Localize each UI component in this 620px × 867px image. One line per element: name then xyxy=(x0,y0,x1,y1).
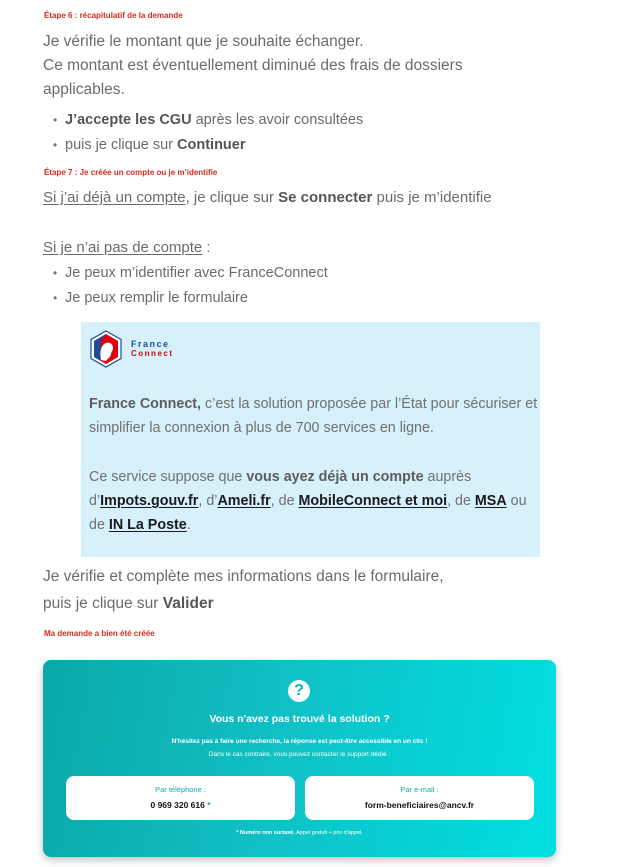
text: d’ xyxy=(89,493,101,509)
text: Ce service suppose que xyxy=(89,469,247,485)
text: , d’ xyxy=(198,493,218,509)
franceconnect-logo xyxy=(89,330,189,370)
text: , de xyxy=(447,493,475,509)
text: puis je clique sur xyxy=(43,595,163,612)
step7-bullets xyxy=(53,261,328,311)
no-account-line xyxy=(43,236,211,260)
phone-label: Par téléphone : xyxy=(155,785,206,794)
underlined-text: Si je n’ai pas de compte xyxy=(43,239,203,256)
text: après les avoir consultées xyxy=(191,112,364,128)
list-item xyxy=(53,133,363,158)
bold-text: * Numéro non surtaxé. xyxy=(236,830,295,836)
bold-text: France Connect, xyxy=(89,396,202,412)
text: c’est la solution proposée par l’État pour sécuriser et xyxy=(201,396,538,412)
phone-value xyxy=(66,800,295,810)
validate-line2 xyxy=(43,592,214,616)
text: de xyxy=(89,517,109,533)
brand-line1: France xyxy=(131,339,170,349)
step6-bullets xyxy=(53,108,363,158)
asterisk: * xyxy=(204,800,211,810)
email-label: Par e-mail : xyxy=(400,785,439,794)
fc-para1-line2: simplifier la connexion à plus de 700 services en ligne. xyxy=(89,420,434,436)
franceconnect-brand xyxy=(131,339,174,359)
step6-line2: Ce montant est éventuellement diminué des frais de dossiers xyxy=(43,57,463,74)
link-ameli[interactable]: Ameli.fr xyxy=(217,493,271,509)
list-item xyxy=(53,108,363,133)
text: ou xyxy=(506,493,527,509)
bold-text: J’accepte les CGU xyxy=(65,112,192,128)
help-subtitle-1: N'hésitez pas à faire une recherche, la réponse est peut-être accessible en un clic ! xyxy=(171,738,428,745)
fc-para2-line2 xyxy=(89,489,527,513)
help-title: Vous n'avez pas trouvé la solution ? xyxy=(209,713,390,725)
fc-para2-line1 xyxy=(89,465,471,489)
text: . xyxy=(186,517,191,533)
link-laposte[interactable]: IN La Poste xyxy=(108,517,187,533)
bold-text: Se connecter xyxy=(278,189,373,206)
step7-title: Étape 7 : Je créée un compte ou je m’identifie xyxy=(44,168,218,177)
phone-contact-card[interactable] xyxy=(66,776,295,820)
text: : xyxy=(202,239,211,256)
list-item: • Je peux remplir le formulaire xyxy=(53,286,328,311)
fc-para1-line1 xyxy=(89,392,537,416)
text: , de xyxy=(270,493,299,509)
bold-text: Continuer xyxy=(177,137,246,153)
step6-line1: Je vérifie le montant que je souhaite échanger. xyxy=(43,33,364,50)
link-impots[interactable]: Impots.gouv.fr xyxy=(100,493,199,509)
text: puis je clique sur xyxy=(65,137,178,153)
bold-text: Valider xyxy=(162,595,214,612)
step6-line3: applicables. xyxy=(43,81,125,98)
brand-line2: Connect xyxy=(131,349,174,358)
franceconnect-hexagon-icon xyxy=(89,330,123,368)
help-subtitle-2: Dans le cas contraire, vous pouvez contacter le support dédié : xyxy=(208,751,391,758)
step6-title: Étape 6 : récapitulatif de la demande xyxy=(44,11,183,20)
bold-text: vous ayez déjà un compte xyxy=(246,469,424,485)
text: puis je m’identifie xyxy=(372,189,492,206)
phone-number: 0 969 320 616 xyxy=(150,800,205,810)
text: auprès xyxy=(423,469,472,485)
email-contact-card[interactable] xyxy=(305,776,534,820)
text: , je clique sur xyxy=(185,189,279,206)
link-msa[interactable]: MSA xyxy=(474,493,507,509)
list-item: • Je peux m’identifier avec FranceConnect xyxy=(53,261,328,286)
validate-line1: Je vérifie et complète mes informations dans le formulaire, xyxy=(43,568,444,585)
help-footnote xyxy=(43,830,556,836)
text: Appel gratuit + prix d'appel. xyxy=(294,830,363,836)
help-support-panel xyxy=(43,660,556,857)
created-title: Ma demande a bien été créée xyxy=(44,629,155,638)
has-account-line xyxy=(43,186,492,210)
question-icon: ? xyxy=(288,680,310,702)
franceconnect-info-box xyxy=(81,322,540,557)
link-mobileconnect[interactable]: MobileConnect et moi xyxy=(298,493,448,509)
underlined-text: Si j’ai déjà un compte xyxy=(43,189,186,206)
email-value: form-beneficiaires@ancv.fr xyxy=(364,800,475,810)
fc-para2-line3 xyxy=(89,513,191,537)
